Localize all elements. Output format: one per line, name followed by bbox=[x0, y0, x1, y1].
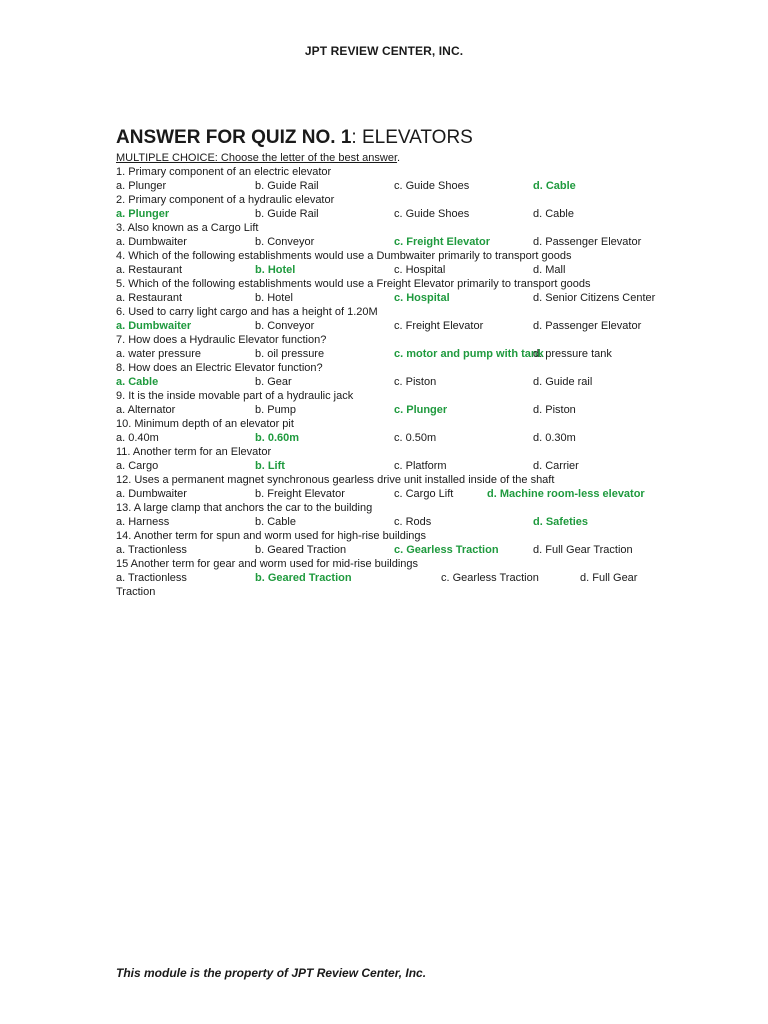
answer-options bbox=[116, 263, 736, 277]
answer-option: c. Platform bbox=[394, 460, 447, 472]
answer-option: a. Dumbwaiter bbox=[116, 488, 187, 500]
answer-option: d. Full Gear bbox=[580, 572, 638, 584]
answer-options bbox=[116, 347, 736, 361]
answer-option: a. Tractionless bbox=[116, 544, 187, 556]
question-text: 7. How does a Hydraulic Elevator function? bbox=[116, 334, 327, 346]
quiz-title bbox=[116, 127, 473, 149]
instructions bbox=[116, 152, 400, 164]
correct-answer-option: c. Plunger bbox=[394, 404, 448, 416]
question-item bbox=[116, 277, 736, 305]
question-text: 14. Another term for spun and worm used for high-rise buildings bbox=[116, 530, 426, 542]
correct-answer-option: d. Safeties bbox=[533, 516, 589, 528]
answer-option: d. Full Gear Traction bbox=[533, 544, 633, 556]
answer-options bbox=[116, 515, 736, 529]
answer-option: c. Rods bbox=[394, 516, 432, 528]
correct-answer-option: b. Geared Traction bbox=[255, 572, 352, 584]
quiz-title-topic: : ELEVATORS bbox=[351, 127, 473, 148]
answer-option: b. Cable bbox=[255, 516, 296, 528]
question-list bbox=[116, 165, 736, 599]
question-text: 4. Which of the following establishments would use a Dumbwaiter primarily to transport goods bbox=[116, 250, 572, 262]
answer-options bbox=[116, 571, 736, 585]
answer-option: d. Passenger Elevator bbox=[533, 236, 642, 248]
correct-answer-option: d. Machine room-less elevator bbox=[487, 488, 645, 500]
correct-answer-option: a. Plunger bbox=[116, 208, 170, 220]
question-item bbox=[116, 193, 736, 221]
answer-option: a. Harness bbox=[116, 516, 170, 528]
question-item bbox=[116, 305, 736, 333]
answer-option: b. Freight Elevator bbox=[255, 488, 345, 500]
answer-options bbox=[116, 319, 736, 333]
question-text: 15 Another term for gear and worm used for mid-rise buildings bbox=[116, 558, 419, 570]
answer-options bbox=[116, 543, 736, 557]
question-item bbox=[116, 473, 736, 501]
correct-answer-option: b. 0.60m bbox=[255, 432, 300, 444]
document-footer: This module is the property of JPT Review Center, Inc. bbox=[116, 966, 427, 980]
answer-option: d. Carrier bbox=[533, 460, 579, 472]
answer-option: b. Conveyor bbox=[255, 236, 315, 248]
question-item bbox=[116, 361, 736, 389]
correct-answer-option: c. Freight Elevator bbox=[394, 236, 490, 248]
question-item bbox=[116, 501, 736, 529]
answer-option: c. 0.50m bbox=[394, 432, 437, 444]
answer-options bbox=[116, 375, 736, 389]
question-text: 11. Another term for an Elevator bbox=[116, 446, 272, 458]
answer-option: a. Dumbwaiter bbox=[116, 236, 187, 248]
answer-option: d. Passenger Elevator bbox=[533, 320, 642, 332]
question-text: 12. Uses a permanent magnet synchronous gearless drive unit installed inside of the shaft bbox=[116, 474, 555, 486]
answer-option: a. water pressure bbox=[116, 348, 201, 360]
correct-answer-option: c. motor and pump with tank bbox=[394, 348, 544, 360]
question-text: 9. It is the inside movable part of a hydraulic jack bbox=[116, 390, 354, 402]
correct-answer-option: d. Cable bbox=[533, 180, 576, 192]
answer-option: a. Alternator bbox=[116, 404, 176, 416]
question-item bbox=[116, 249, 736, 277]
answer-options bbox=[116, 207, 736, 221]
question-text: 1. Primary component of an electric elevator bbox=[116, 166, 332, 178]
question-text: 5. Which of the following establishments would use a Freight Elevator primarily to transport goods bbox=[116, 278, 591, 290]
answer-option: d. pressure tank bbox=[533, 348, 612, 360]
answer-option: b. Geared Traction bbox=[255, 544, 347, 556]
document-header: JPT REVIEW CENTER, INC. bbox=[304, 44, 464, 58]
correct-answer-option: c. Hospital bbox=[394, 292, 450, 304]
answer-option: d. Cable bbox=[533, 208, 574, 220]
answer-options bbox=[116, 403, 736, 417]
answer-option: a. Restaurant bbox=[116, 292, 183, 304]
answer-option: c. Piston bbox=[394, 376, 437, 388]
answer-option: c. Freight Elevator bbox=[394, 320, 484, 332]
answer-options bbox=[116, 291, 736, 305]
answer-option: d. Senior Citizens Center bbox=[533, 292, 656, 304]
answer-option: a. 0.40m bbox=[116, 432, 159, 444]
answer-option: c. Hospital bbox=[394, 264, 446, 276]
answer-option: a. Plunger bbox=[116, 180, 167, 192]
question-item bbox=[116, 165, 736, 193]
answer-options bbox=[116, 179, 736, 193]
question-item bbox=[116, 389, 736, 417]
question-text: 6. Used to carry light cargo and has a height of 1.20M bbox=[116, 306, 378, 318]
answer-option: a. Tractionless bbox=[116, 572, 187, 584]
answer-options bbox=[116, 487, 736, 501]
question-item bbox=[116, 529, 736, 557]
question-item bbox=[116, 221, 736, 249]
correct-answer-option: b. Lift bbox=[255, 460, 285, 472]
answer-option-continuation: Traction bbox=[116, 586, 156, 598]
answer-option: b. Pump bbox=[255, 404, 296, 416]
answer-option: b. Conveyor bbox=[255, 320, 315, 332]
instructions-text: MULTIPLE CHOICE: Choose the letter of the best answer bbox=[116, 152, 398, 164]
answer-option: b. Gear bbox=[255, 376, 292, 388]
question-item bbox=[116, 557, 736, 599]
correct-answer-option: b. Hotel bbox=[255, 264, 296, 276]
question-text: 3. Also known as a Cargo Lift bbox=[116, 222, 259, 234]
question-text: 13. A large clamp that anchors the car to the building bbox=[116, 502, 373, 514]
answer-option: d. Mall bbox=[533, 264, 566, 276]
answer-option: d. Piston bbox=[533, 404, 576, 416]
instructions-period: . bbox=[397, 152, 401, 164]
answer-option: b. Hotel bbox=[255, 292, 293, 304]
question-item bbox=[116, 445, 736, 473]
question-text: 2. Primary component of a hydraulic elevator bbox=[116, 194, 335, 206]
answer-option: a. Restaurant bbox=[116, 264, 183, 276]
answer-option: b. Guide Rail bbox=[255, 208, 319, 220]
answer-option: d. Guide rail bbox=[533, 376, 593, 388]
answer-option: d. 0.30m bbox=[533, 432, 576, 444]
answer-options bbox=[116, 431, 736, 445]
question-item bbox=[116, 333, 736, 361]
question-item bbox=[116, 417, 736, 445]
answer-option: c. Guide Shoes bbox=[394, 208, 470, 220]
answer-option: c. Guide Shoes bbox=[394, 180, 470, 192]
answer-option: c. Cargo Lift bbox=[394, 488, 454, 500]
answer-options bbox=[116, 235, 736, 249]
question-text: 8. How does an Electric Elevator function? bbox=[116, 362, 323, 374]
answer-option: c. Gearless Traction bbox=[441, 572, 539, 584]
answer-options bbox=[116, 459, 736, 473]
question-text: 10. Minimum depth of an elevator pit bbox=[116, 418, 294, 430]
answer-option: a. Cargo bbox=[116, 460, 159, 472]
answer-option: b. oil pressure bbox=[255, 348, 325, 360]
answer-option: b. Guide Rail bbox=[255, 180, 319, 192]
correct-answer-option: c. Gearless Traction bbox=[394, 544, 499, 556]
correct-answer-option: a. Dumbwaiter bbox=[116, 320, 192, 332]
quiz-title-main: ANSWER FOR QUIZ NO. 1 bbox=[116, 127, 352, 148]
correct-answer-option: a. Cable bbox=[116, 376, 159, 388]
